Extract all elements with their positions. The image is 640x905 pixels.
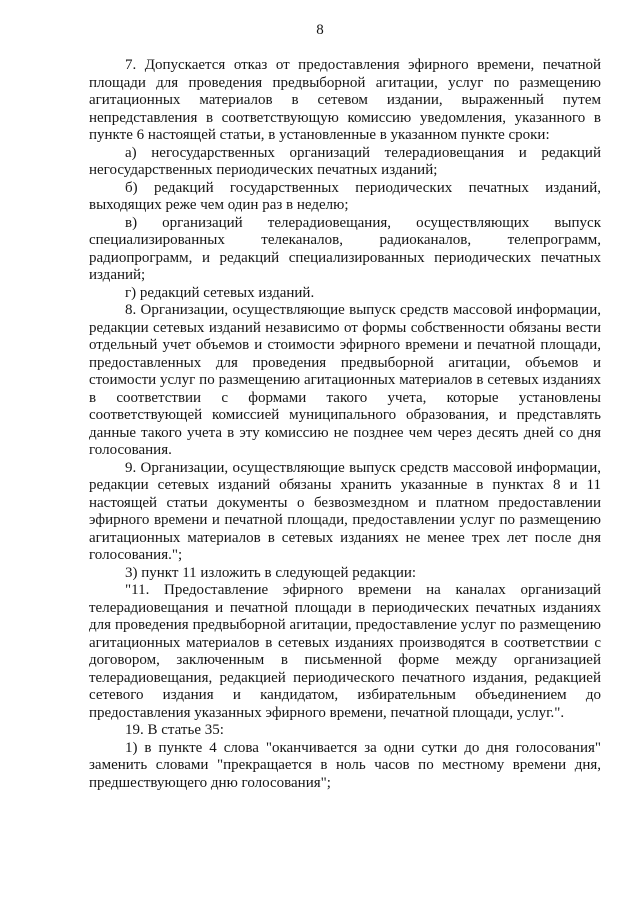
paragraph-7b: б) редакций государственных периодических печатных изданий, выходящих реже чем один раз в неделю; [89,179,601,213]
paragraph-7g: г) редакций сетевых изданий. [125,284,315,301]
paragraph-7v: в) организаций телерадиовещания, осуществляющих выпуск специализированных телеканалов, радиоканалов, телепрограмм, радиопрограмм, и редакций специализированных периодических печатных изданий; [89,214,601,283]
paragraph-8: 8. Организации, осуществляющие выпуск средств массовой информации, редакции сетевых изданий независимо от формы собственности обязаны вести отдельный учет объемов и стоимости эфирного времени и печатной площади, предоставленных для проведения предвыборной агитации, объемов и стоимости услуг по размещению агитационных материалов в сетевых изданиях в соответствии с формами такого учета, которые установлены соответствующей комиссией муниципального образования, и представлять данные такого учета в эту комиссию не позднее чем через десять дней со дня голосования. [89,302,601,458]
document-body [89,57,601,792]
paragraph-7: 7. Допускается отказ от предоставления эфирного времени, печатной площади для проведения предвыборной агитации, услуг по размещению агитационных материалов в сетевом издании, выраженный путем непредставления в соответствующую комиссию уведомления, указанного в пункте 6 настоящей статьи, в установленные в указанном пункте сроки: [89,57,601,143]
paragraph-amend-3: 3) пункт 11 изложить в следующей редакции: [125,564,417,581]
page-number: 8 [316,22,324,38]
paragraph-11: "11. Предоставление эфирного времени на каналах организаций телерадиовещания и печатной площади в периодических печатных изданиях для проведения предвыборной агитации, предоставление услуг по размещению агитационных материалов в сетевых изданиях производятся в соответствии с договором, заключенным в письменной форме между организацией телерадиовещания, редакцией периодического печатного издания, редакцией сетевого издания и кандидатом, избирательным объединением до предоставления указанных эфирного времени, печатной площади, услуг.". [89,582,601,721]
paragraph-amend-1: 1) в пункте 4 слова "оканчивается за одни сутки до дня голосования" заменить словами "прекращается в ноль часов по местному времени дня, предшествующего дню голосования"; [89,739,601,791]
paragraph-7a: а) негосударственных организаций телерадиовещания и редакций негосударственных периодических печатных изданий; [89,144,601,178]
paragraph-9: 9. Организации, осуществляющие выпуск средств массовой информации, редакции сетевых изданий обязаны хранить указанные в пунктах 8 и 11 настоящей статьи документы о безвозмездном и платном предоставлении эфирного времени и печатной площади, предоставлении услуг по размещению агитационных материалов в сетевых изданиях не менее трех лет после дня голосования."; [89,459,601,563]
paragraph-article-19: 19. В статье 35: [125,722,224,738]
